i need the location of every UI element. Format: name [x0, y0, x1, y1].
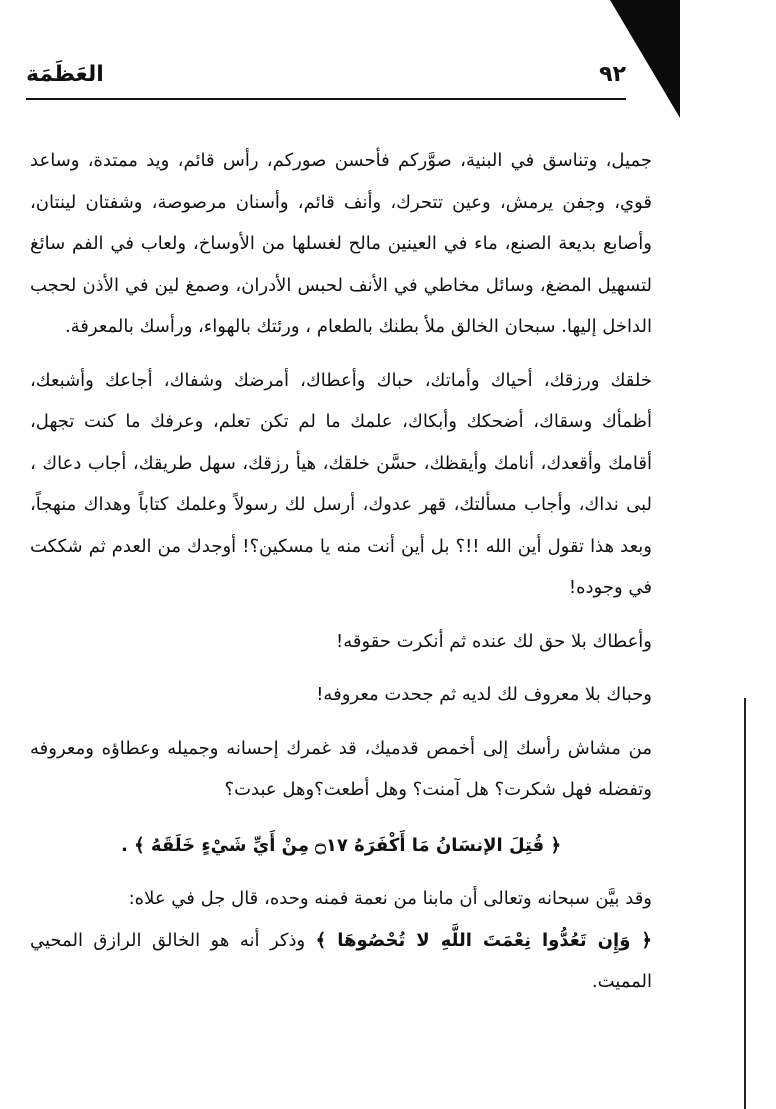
header-divider	[26, 98, 626, 100]
closing-after: وذكر أنه هو الخالق الرازق المحيي المميت.	[30, 929, 652, 992]
closing-intro: وقد بيَّن سبحانه وتعالى أن مابنا من نعمة فمنه وحده، قال جل في علاه:	[128, 888, 652, 909]
quran-verse-1: ﴿ قُتِلَ الإنسَانُ مَا أَكْفَرَهُ ۝١٧ مِنْ أَيِّ شَيْءٍ خَلَقَهُ ﴾ .	[120, 834, 561, 856]
paragraph-body-2: خلقك ورزقك، أحياك وأماتك، حباك وأعطاك، أمرضك وشفاك، أجاعك وأشبعك، أظمأك وسقاك، أضحكك وأبكاك، علمك ما لم تكن تعلم، وعرفك ما كنت تجهل، أقامك وأقعدك، أنامك وأيقظك، حسَّن خلقك، هيأ رزقك، سهل طريقك، أجاب دعاك ، لبى نداك، وأجاب مسألتك، قهر عدوك، أرسل لك رسولاً وعلمك كتاباً وهداك منهجاً، وبعد هذا تقول أين الله !!؟ بل أين أنت منه يا مسكين؟! أوجدك من العدم ثم شككت في وجوده!	[30, 369, 652, 598]
running-title: العَظَمَة	[26, 62, 104, 87]
closing-paragraph	[30, 878, 652, 1003]
page-header	[26, 62, 626, 102]
corner-tab-mark	[610, 0, 690, 120]
paragraph-body-1: جميل، وتناسق في البنية، صوَّركم فأحسن صوركم، رأس قائم، ويد ممتدة، وساعد قوي، وجفن يرمش، وعين تتحرك، وأنف قائم، وأسنان مرصوصة، وشفتان لينتان، وأصابع بديعة الصنع، ماء في العينين مالح لغسلها من الأوساخ، ولعاب في الفم سائغ لتسهيل المضغ، وسائل مخاطي في الأنف لحبس الأدران، وصمغ لين في الأذن لحجب الداخل إليها. سبحان الخالق ملأ بطنك بالطعام ، ورئتك بالهواء، ورأسك بالمعرفة.	[30, 150, 652, 337]
paragraph-body-3: وأعطاك بلا حق لك عنده ثم أنكرت حقوقه!	[336, 630, 652, 652]
paragraph-body-5: من مشاش رأسك إلى أخمص قدميك، قد غمرك إحسانه وجميله وعطاؤه ومعروفه وتفضله فهل شكرت؟ هل آمنت؟ وهل أطعت؟وهل عبدت؟	[30, 737, 652, 800]
page-number: ٩٢	[599, 62, 626, 87]
margin-line	[744, 698, 746, 1109]
quran-verse-2: ﴿ وَإِن تَعُدُّوا نِعْمَتَ اللَّهِ لا تُحْصُوهَا ﴾	[315, 929, 652, 951]
page-body	[30, 140, 652, 1003]
paragraph-body-4: وحباك بلا معروف لك لديه ثم جحدت معروفه!	[316, 684, 652, 705]
